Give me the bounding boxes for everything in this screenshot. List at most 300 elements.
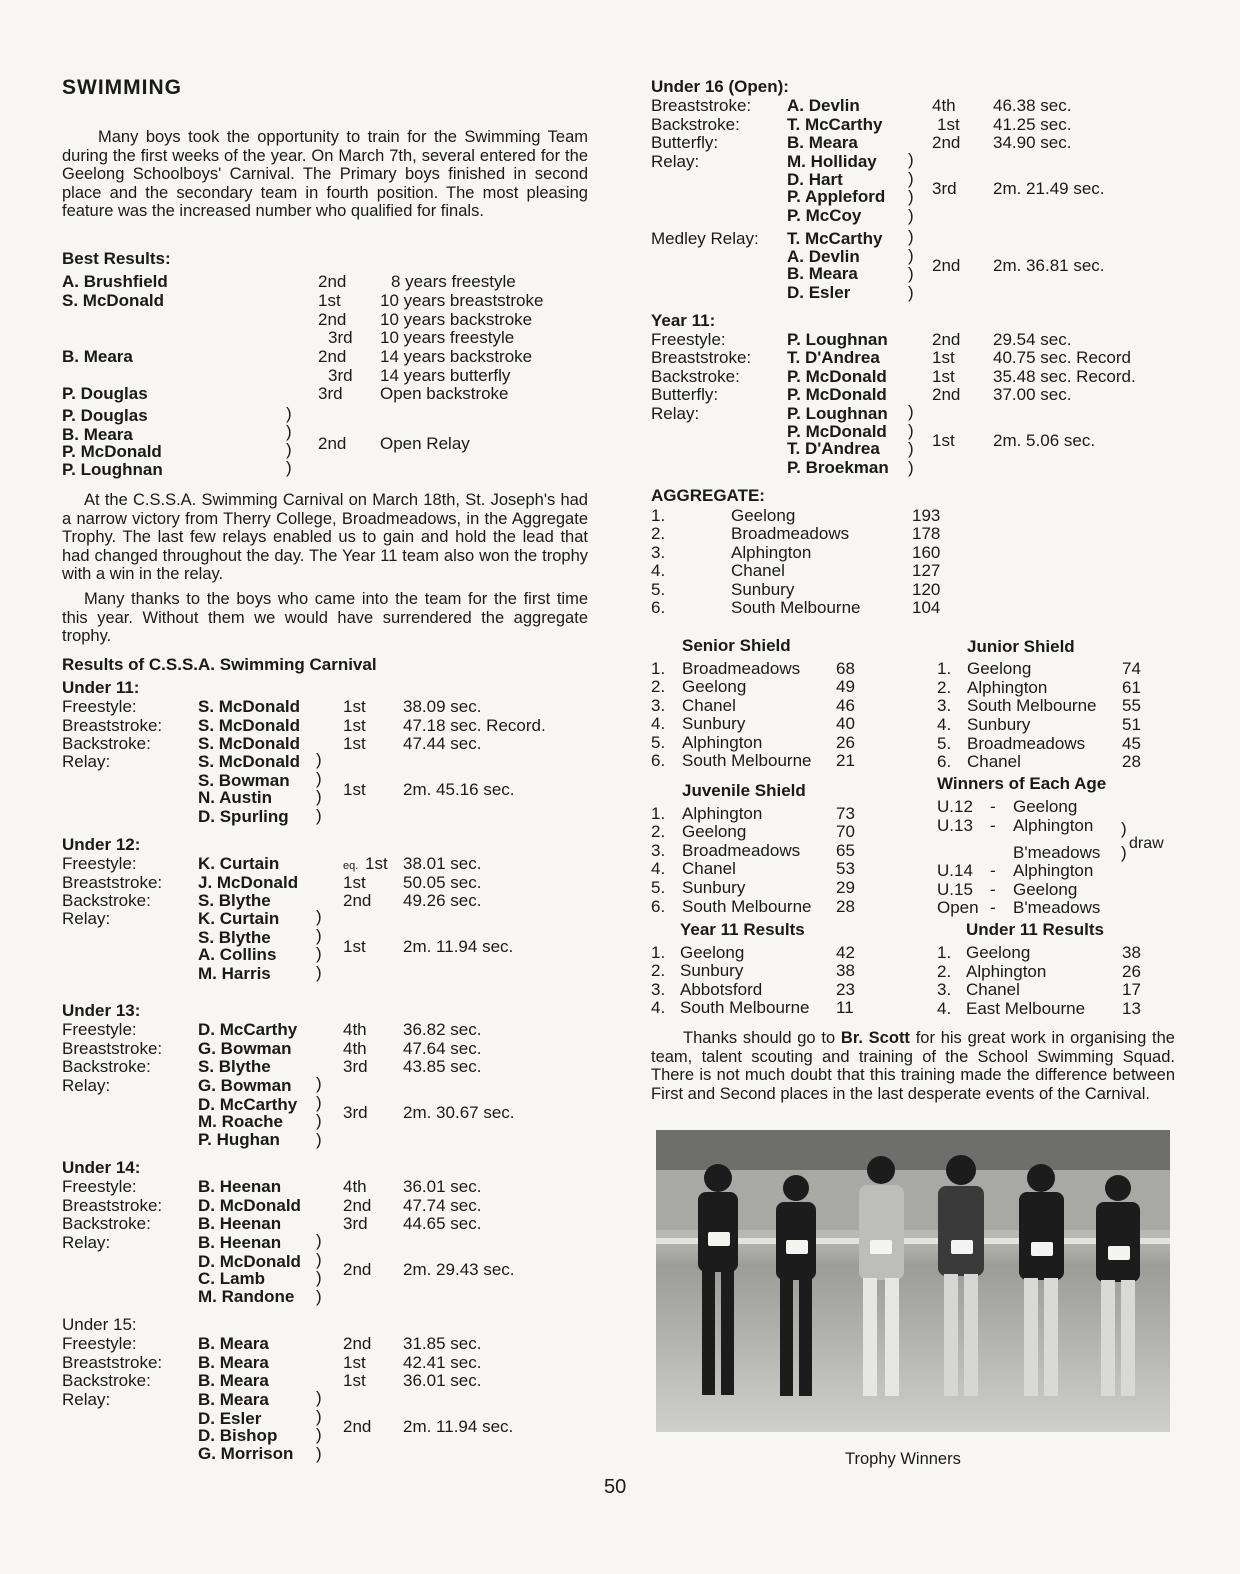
event-label: Butterfly:	[651, 385, 719, 404]
time: 36.01 sec.	[403, 1177, 482, 1196]
points: 29	[836, 878, 855, 897]
rank: 5.	[651, 733, 666, 752]
event-label: Freestyle:	[62, 1020, 137, 1039]
place: 2nd	[343, 891, 372, 910]
school: Alphington	[967, 678, 1048, 697]
swimmer-name: G. Bowman	[198, 1039, 292, 1058]
school: Geelong	[682, 822, 747, 841]
rank: 6.	[651, 897, 666, 916]
age-group: U.13	[937, 816, 973, 835]
rank: 4.	[651, 859, 666, 878]
rank: 5.	[937, 734, 952, 753]
rank: 5.	[651, 580, 666, 599]
school: Sunbury	[967, 715, 1031, 734]
relay-member: G. Morrison	[198, 1444, 294, 1463]
bracket: ) ) ) )	[316, 1388, 322, 1463]
points: 160	[912, 543, 941, 562]
points: 17	[1122, 980, 1141, 999]
relay-member: P. Broekman	[787, 458, 889, 477]
page-title: SWIMMING	[62, 76, 182, 99]
relay-member: P. Loughnan	[62, 460, 163, 479]
points: 49	[836, 677, 855, 696]
time: 50.05 sec.	[403, 873, 482, 892]
points: 38	[1122, 943, 1141, 962]
relay-place: 3rd	[343, 1103, 368, 1122]
event-label: Backstroke:	[62, 891, 151, 910]
relay-member: T. D'Andrea	[787, 439, 880, 458]
school: Geelong	[966, 943, 1031, 962]
table-heading: Senior Shield	[682, 636, 791, 655]
event-label: Relay:	[62, 1390, 111, 1409]
relay-member: D. Esler	[198, 1409, 262, 1428]
time: 35.48 sec. Record.	[993, 367, 1136, 386]
table-heading: Junior Shield	[967, 637, 1075, 656]
swimmer-name: B. Heenan	[198, 1214, 282, 1233]
relay-time: 2m. 11.94 sec.	[403, 937, 514, 956]
relay-member: D. McCarthy	[198, 1095, 298, 1114]
points: 26	[1122, 962, 1141, 981]
time: 29.54 sec.	[993, 330, 1072, 349]
carnival-paragraph: At the C.S.S.A. Swimming Carnival on March 18th, St. Joseph's had a narrow victory from Therry College, Broadmeadows, in the Aggregate Trophy. The last few relays enabled us to gain and hold the lead that had changed throughout the day. The Year 11 team also won the trophy with a win in the relay.	[62, 491, 588, 584]
relay-place: 1st	[932, 431, 955, 450]
relay-member: T. McCarthy	[787, 229, 883, 248]
rank: 3.	[937, 980, 952, 999]
draw-note: draw	[1129, 835, 1164, 852]
best-event: 10 years freestyle	[380, 328, 515, 347]
place: 4th	[932, 96, 956, 115]
time: 31.85 sec.	[403, 1334, 482, 1353]
relay-member: M. Randone	[198, 1287, 295, 1306]
relay-member: M. Holliday	[787, 152, 877, 171]
place: 1st	[365, 854, 388, 873]
points: 26	[836, 733, 855, 752]
rank: 2.	[651, 961, 666, 980]
school: Broadmeadows	[967, 734, 1086, 753]
section-heading: Under 13:	[62, 1001, 141, 1020]
points: 178	[912, 524, 941, 543]
rank: 6.	[651, 751, 666, 770]
school: Broadmeadows	[682, 659, 801, 678]
best-place: 3rd	[328, 366, 353, 385]
swimmer-name: P. McDonald	[787, 385, 887, 404]
points: 40	[836, 714, 855, 733]
swimmer-name: D. McCarthy	[198, 1020, 298, 1039]
points: 51	[1122, 715, 1141, 734]
school: Chanel	[682, 859, 736, 878]
best-place: 2nd	[318, 310, 347, 329]
rank: 2.	[937, 962, 952, 981]
rank: 3.	[651, 696, 666, 715]
best-event: 8 years freestyle	[391, 272, 516, 291]
place: 2nd	[932, 133, 961, 152]
swimmer-name: A. Devlin	[787, 96, 860, 115]
time: 44.65 sec.	[403, 1214, 482, 1233]
rank: 1.	[651, 804, 666, 823]
points: 28	[836, 897, 855, 916]
relay-member: G. Bowman	[198, 1076, 292, 1095]
section-heading: Year 11:	[651, 311, 716, 330]
relay-member: P. Loughnan	[787, 404, 888, 423]
points: 42	[836, 943, 855, 962]
points: 45	[1122, 734, 1141, 753]
best-name: A. Brushfield	[62, 272, 168, 291]
event-label: Freestyle:	[62, 854, 137, 873]
thanks-boys-paragraph: Many thanks to the boys who came into the team for the first time this year. Without them we would have surrendered the aggregate trophy.	[62, 590, 588, 646]
aggregate-heading: AGGREGATE:	[651, 486, 765, 505]
rank: 4.	[651, 998, 666, 1017]
best-name: P. Douglas	[62, 384, 148, 403]
relay-member: P. McDonald	[62, 442, 162, 461]
winner: B'meadows	[1013, 843, 1101, 862]
event-label: Breaststroke:	[62, 873, 163, 892]
rank: 1.	[651, 659, 666, 678]
event-label: Butterfly:	[651, 133, 719, 152]
swimmer-name: B. Heenan	[198, 1177, 282, 1196]
bracket: ) ) ) )	[908, 150, 914, 225]
swimmer-name: B. Meara	[198, 1371, 269, 1390]
relay-member: S. Bowman	[198, 771, 290, 790]
equal-note: eq.	[343, 860, 359, 872]
event-label: Breaststroke:	[651, 96, 752, 115]
best-name: S. McDonald	[62, 291, 165, 310]
winner: B'meadows	[1013, 898, 1101, 917]
place: 3rd	[343, 1214, 368, 1233]
points: 38	[836, 961, 855, 980]
rank: 6.	[937, 752, 952, 771]
place: 2nd	[932, 330, 961, 349]
swimmer-name: J. McDonald	[198, 873, 299, 892]
age-group: U.14	[937, 861, 973, 880]
event-label: Backstroke:	[62, 1214, 151, 1233]
points: 193	[912, 506, 941, 525]
points: 13	[1122, 999, 1141, 1018]
time: 46.38 sec.	[993, 96, 1072, 115]
school: Geelong	[731, 506, 796, 525]
bracket: ) ) ) )	[316, 750, 322, 825]
bracket: ) ) ) )	[286, 404, 292, 477]
best-place: 3rd	[328, 328, 353, 347]
event-label: Relay:	[651, 152, 700, 171]
school: Alphington	[731, 543, 812, 562]
points: 74	[1122, 659, 1141, 678]
relay-member: B. Meara	[198, 1390, 269, 1409]
relay-member: M. Harris	[198, 964, 271, 983]
points: 55	[1122, 696, 1141, 715]
table-heading: Juvenile Shield	[682, 781, 806, 800]
rank: 4.	[651, 714, 666, 733]
swimmer-name: S. McDonald	[198, 716, 301, 735]
event-label: Backstroke:	[651, 367, 740, 386]
best-place: 3rd	[318, 384, 343, 403]
relay-member: P. Appleford	[787, 187, 886, 206]
time: 47.18 sec. Record.	[403, 716, 546, 735]
relay-member: A. Collins	[198, 945, 277, 964]
school: Sunbury	[680, 961, 744, 980]
winner: Geelong	[1013, 797, 1078, 816]
bracket: ) ) ) )	[908, 227, 914, 302]
dash: -	[990, 816, 996, 835]
event-label: Breaststroke:	[62, 1196, 163, 1215]
points: 73	[836, 804, 855, 823]
winner: Geelong	[1013, 880, 1078, 899]
school: East Melbourne	[966, 999, 1086, 1018]
place: 4th	[343, 1020, 367, 1039]
dash: -	[990, 861, 996, 880]
rank: 4.	[937, 999, 952, 1018]
swimmer-name: D. McDonald	[198, 1196, 301, 1215]
place: 1st	[932, 367, 955, 386]
event-label: Backstroke:	[62, 734, 151, 753]
time: 38.01 sec.	[403, 854, 482, 873]
time: 47.64 sec.	[403, 1039, 482, 1058]
section-heading: Under 12:	[62, 835, 141, 854]
relay-time: 2m. 11.94 sec.	[403, 1417, 514, 1436]
school: Sunbury	[682, 714, 746, 733]
school: South Melbourne	[680, 998, 810, 1017]
best-place: 1st	[318, 291, 341, 310]
relay-member: B. Meara	[62, 425, 133, 444]
place: 1st	[343, 697, 366, 716]
swimmer-name: T. McCarthy	[787, 115, 883, 134]
school: South Melbourne	[682, 751, 812, 770]
relay-place: 1st	[343, 780, 366, 799]
place: 1st	[343, 1371, 366, 1390]
points: 46	[836, 696, 855, 715]
school: Chanel	[731, 561, 785, 580]
points: 65	[836, 841, 855, 860]
coach-name: Br. Scott	[840, 1029, 910, 1047]
points: 104	[912, 598, 941, 617]
time: 36.82 sec.	[403, 1020, 482, 1039]
points: 61	[1122, 678, 1141, 697]
table-heading: Year 11 Results	[680, 920, 805, 939]
school: Geelong	[680, 943, 745, 962]
school: South Melbourne	[682, 897, 812, 916]
relay-place: 2nd	[343, 1260, 372, 1279]
school: Sunbury	[682, 878, 746, 897]
school: South Melbourne	[731, 598, 861, 617]
rank: 1.	[651, 943, 666, 962]
points: 127	[912, 561, 941, 580]
relay-member: D. Hart	[787, 170, 843, 189]
bracket: )	[1121, 843, 1127, 862]
best-results-heading: Best Results:	[62, 249, 171, 268]
relay-member: P. McDonald	[787, 422, 887, 441]
event-label: Breaststroke:	[62, 1353, 163, 1372]
rank: 1.	[937, 943, 952, 962]
time: 41.25 sec.	[993, 115, 1072, 134]
rank: 3.	[651, 980, 666, 999]
rank: 3.	[937, 696, 952, 715]
thanks-text: Thanks should go to	[683, 1029, 841, 1047]
winner: Alphington	[1013, 816, 1094, 835]
place: 4th	[343, 1177, 367, 1196]
school: Sunbury	[731, 580, 795, 599]
relay-member: M. Roache	[198, 1112, 284, 1131]
best-event: 10 years breaststroke	[380, 291, 544, 310]
points: 120	[912, 580, 941, 599]
rank: 1.	[937, 659, 952, 678]
event-label: Breaststroke:	[651, 348, 752, 367]
relay-member: C. Lamb	[198, 1269, 266, 1288]
relay-member: S. Blythe	[198, 928, 271, 947]
best-event: 14 years backstroke	[380, 347, 533, 366]
swimmer-name: B. Meara	[198, 1334, 269, 1353]
place: 1st	[343, 734, 366, 753]
relay-time: 2m. 45.16 sec.	[403, 780, 515, 799]
relay-member: B. Heenan	[198, 1233, 282, 1252]
place: 1st	[343, 1353, 366, 1372]
school: Geelong	[682, 677, 747, 696]
relay-place: 1st	[343, 937, 366, 956]
swimmer-name: B. Meara	[198, 1353, 269, 1372]
time: 47.74 sec.	[403, 1196, 482, 1215]
school: Broadmeadows	[731, 524, 850, 543]
time: 36.01 sec.	[403, 1371, 482, 1390]
rank: 3.	[651, 841, 666, 860]
points: 28	[1122, 752, 1141, 771]
relay-member: A. Devlin	[787, 247, 860, 266]
section-heading: Under 11:	[62, 678, 140, 697]
place: 1st	[343, 716, 366, 735]
event-label: Breaststroke:	[62, 716, 163, 735]
relay-place: 2nd	[932, 256, 961, 275]
trophy-winners-photo	[656, 1130, 1170, 1432]
section-heading: Under 16 (Open):	[651, 77, 789, 96]
rank: 2.	[937, 678, 952, 697]
time: 37.00 sec.	[993, 385, 1072, 404]
swimmer-name: S. Blythe	[198, 1057, 271, 1076]
event-label: Freestyle:	[62, 1177, 137, 1196]
swimmer-name: S. McDonald	[198, 697, 301, 716]
time: 42.41 sec.	[403, 1353, 482, 1372]
place: 2nd	[343, 1196, 372, 1215]
swimmer-name: S. McDonald	[198, 734, 301, 753]
event-label: Freestyle:	[651, 330, 726, 349]
school: South Melbourne	[967, 696, 1097, 715]
rank: 4.	[937, 715, 952, 734]
relay-place: 2nd	[343, 1417, 372, 1436]
relay-member: N. Austin	[198, 788, 272, 807]
rank: 3.	[651, 543, 666, 562]
rank: 4.	[651, 561, 666, 580]
time: 40.75 sec. Record	[993, 348, 1131, 367]
points: 70	[836, 822, 855, 841]
event-label: Relay:	[62, 752, 111, 771]
bracket: ) ) ) )	[316, 1231, 322, 1306]
relay-member: P. Douglas	[62, 406, 148, 425]
event-label: Backstroke:	[62, 1371, 151, 1390]
relay-member: D. Esler	[787, 283, 851, 302]
dash: -	[990, 880, 996, 899]
thanks-text: for his great work in organising the team, talent scouting and training of the School Swimming Squad. There is not much doubt that this training made the difference between First and Second places in the last desperate events of the Carnival.	[651, 1029, 1175, 1103]
rank: 2.	[651, 524, 666, 543]
results-heading: Results of C.S.S.A. Swimming Carnival	[62, 655, 377, 674]
points: 21	[836, 751, 855, 770]
place: 2nd	[932, 385, 961, 404]
event-label: Relay:	[651, 404, 700, 423]
points: 53	[836, 859, 855, 878]
points: 23	[836, 980, 855, 999]
time: 49.26 sec.	[403, 891, 482, 910]
relay-member: P. McCoy	[787, 206, 862, 225]
thanks-paragraph	[651, 1029, 1175, 1103]
relay-time: 2m. 30.67 sec.	[403, 1103, 515, 1122]
section-heading: Under 15:	[62, 1315, 137, 1334]
relay-member: D. McDonald	[198, 1252, 301, 1271]
school: Chanel	[967, 752, 1021, 771]
relay-place: 2nd	[318, 434, 347, 453]
table-heading: Winners of Each Age	[937, 774, 1107, 793]
rank: 2.	[651, 677, 666, 696]
school: Broadmeadows	[682, 841, 801, 860]
school: Chanel	[682, 696, 736, 715]
school: Alphington	[682, 733, 763, 752]
intro-paragraph: Many boys took the opportunity to train for the Swimming Team during the first weeks of the year. On March 7th, several entered for the Geelong Schoolboys' Carnival. The Primary boys finished in second place and the secondary team in fourth position. The most pleasing feature was the increased number who qualified for finals.	[62, 128, 588, 221]
relay-member: D. Bishop	[198, 1426, 278, 1445]
table-heading: Under 11 Results	[966, 920, 1104, 939]
photo-caption: Trophy Winners	[845, 1450, 961, 1468]
event-label: Medley Relay:	[651, 229, 759, 248]
points: 68	[836, 659, 855, 678]
dash: -	[990, 797, 996, 816]
bracket: ) ) ) )	[908, 402, 914, 477]
place: 3rd	[343, 1057, 368, 1076]
event-label: Freestyle:	[62, 697, 137, 716]
relay-member: D. Spurling	[198, 807, 289, 826]
relay-member: K. Curtain	[198, 909, 280, 928]
relay-member: S. McDonald	[198, 752, 301, 771]
best-place: 2nd	[318, 347, 347, 366]
best-event: 14 years butterfly	[380, 366, 511, 385]
swimmer-name: S. Blythe	[198, 891, 271, 910]
event-label: Breaststroke:	[62, 1039, 163, 1058]
relay-time: 2m. 29.43 sec.	[403, 1260, 515, 1279]
event-label: Freestyle:	[62, 1334, 137, 1353]
bracket: ) ) ) )	[316, 907, 322, 982]
place: 1st	[932, 348, 955, 367]
rank: 1.	[651, 506, 666, 525]
time: 43.85 sec.	[403, 1057, 482, 1076]
rank: 6.	[651, 598, 666, 617]
relay-time: 2m. 21.49 sec.	[993, 179, 1105, 198]
swimmer-name: P. Loughnan	[787, 330, 888, 349]
age-group: U.15	[937, 880, 973, 899]
place: 1st	[937, 115, 960, 134]
page-number: 50	[604, 1476, 627, 1498]
time: 47.44 sec.	[403, 734, 482, 753]
bracket: ) ) ) )	[316, 1074, 322, 1149]
time: 34.90 sec.	[993, 133, 1072, 152]
bracket: )	[1121, 819, 1127, 838]
school: Abbotsford	[680, 980, 763, 999]
best-event: 10 years backstroke	[380, 310, 533, 329]
event-label: Backstroke:	[62, 1057, 151, 1076]
points: 11	[836, 998, 854, 1017]
section-heading: Under 14:	[62, 1158, 141, 1177]
event-label: Relay:	[62, 1233, 111, 1252]
age-group: U.12	[937, 797, 973, 816]
rank: 5.	[651, 878, 666, 897]
best-event: Open backstroke	[380, 384, 509, 403]
school: Alphington	[966, 962, 1047, 981]
swimmer-name: T. D'Andrea	[787, 348, 880, 367]
swimmer-name: P. McDonald	[787, 367, 887, 386]
event-label: Backstroke:	[651, 115, 740, 134]
school: Chanel	[966, 980, 1020, 999]
relay-place: 3rd	[932, 179, 957, 198]
relay-time: 2m. 36.81 sec.	[993, 256, 1105, 275]
